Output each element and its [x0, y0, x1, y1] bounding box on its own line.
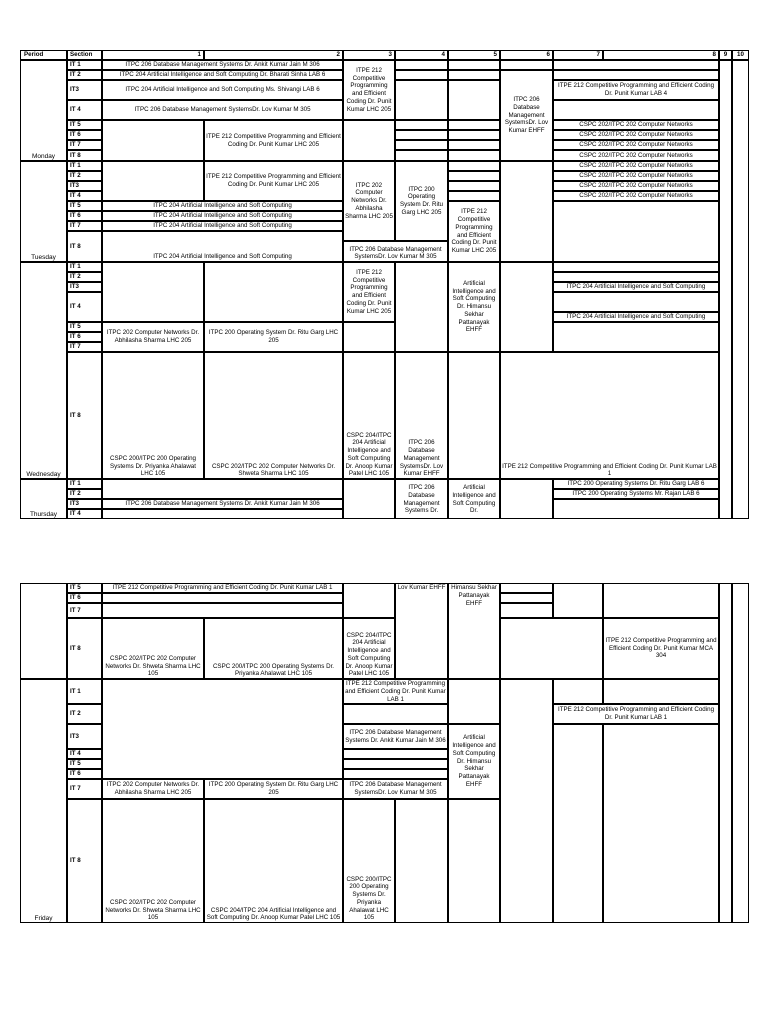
class-cell: ITPC 204 Artificial Intelligence and Soft Computing	[102, 201, 343, 211]
header-section: Section	[67, 50, 102, 60]
class-cell: CSPC 202/ITPC 202 Computer Networks	[553, 150, 719, 161]
empty-cell	[500, 161, 553, 262]
empty-cell	[732, 583, 749, 923]
section-label: IT 8	[67, 150, 102, 161]
empty-cell	[395, 150, 448, 161]
class-cell: CSPC 202/ITPC 202 Computer Networks	[553, 181, 719, 191]
empty-cell	[395, 262, 448, 352]
class-cell: CSPC 202/ITPC 202 Computer Networks Dr. Shweta Sharma LHC 105	[204, 352, 343, 479]
class-cell: Himansu Sekhar Pattanayak EHFF	[448, 583, 500, 679]
empty-cell	[395, 60, 448, 70]
class-cell: CSPC 202/ITPC 202 Computer Networks	[553, 161, 719, 171]
empty-cell	[448, 171, 500, 181]
class-cell: CSPC 200/ITPC 200 Operating Systems Dr. Priyanka Ahalawat LHC 105	[102, 352, 204, 479]
class-cell: ITPE 212 Competitive Programming and Efficient Coding Dr. Punit Kumar LHC 205	[343, 60, 395, 120]
section-label: IT3	[67, 181, 102, 191]
empty-cell	[448, 191, 500, 201]
class-cell: ITPE 212 Competitive Programming and Efficient Coding Dr. Punit Kumar LAB 4	[553, 80, 719, 100]
section-label: IT 1	[67, 679, 102, 704]
empty-cell	[102, 679, 343, 779]
empty-cell	[343, 479, 395, 519]
class-cell: ITPC 200 Operating System Dr. Ritu Garg LHC 205	[395, 161, 448, 241]
empty-cell	[500, 262, 553, 352]
class-cell: ITPC 202 Computer Networks Dr. Abhilasha Sharma LHC 205	[343, 161, 395, 241]
section-label: IT 8	[67, 799, 102, 923]
class-cell: ITPC 200 Operating System Dr. Ritu Garg LHC 205	[204, 322, 343, 352]
class-cell: CSPC 202/ITPC 202 Computer Networks	[553, 191, 719, 201]
empty-cell	[204, 262, 343, 322]
day-label-monday: Monday	[31, 152, 56, 160]
empty-cell	[102, 161, 204, 201]
empty-cell	[553, 724, 603, 923]
header-period-1: 1	[102, 50, 204, 60]
class-cell: ITPC 206 Database Management SystemsDr. Lov Kumar M 305	[343, 241, 448, 262]
section-label: IT 7	[67, 603, 102, 618]
section-label: IT 5	[67, 322, 102, 332]
empty-cell	[448, 120, 500, 130]
header-period-3: 3	[343, 50, 395, 60]
empty-cell	[102, 262, 204, 322]
empty-cell	[500, 679, 553, 923]
class-cell: ITPE 212 Competitive Programming and Efficient Coding Dr. Punit Kumar LHC 205	[204, 161, 343, 201]
empty-cell	[500, 593, 553, 603]
section-label: IT3	[67, 724, 102, 749]
class-cell: CSPC 202/ITPC 202 Computer Networks	[553, 140, 719, 150]
empty-cell	[343, 749, 448, 759]
class-cell: ITPE 212 Competitive Programming and Efficient Coding Dr. Punit Kumar LHC 205	[448, 201, 500, 262]
class-cell: ITPC 206 Database Management Systems Dr. Ankit Kumar Jain M 306	[102, 499, 343, 509]
header-period-2: 2	[204, 50, 343, 60]
empty-cell	[448, 679, 500, 724]
class-cell: CSPC 200/ITPC 200 Operating Systems Dr. Priyanka Ahalawat LHC 105	[204, 618, 343, 679]
header-period-6: 6	[500, 50, 553, 60]
empty-cell	[553, 70, 719, 80]
empty-cell	[102, 593, 343, 603]
class-cell: ITPC 204 Artificial Intelligence and Soft Computing	[102, 211, 343, 221]
empty-cell	[553, 679, 603, 704]
section-label: IT 4	[67, 509, 102, 519]
empty-cell	[343, 769, 448, 779]
empty-cell	[448, 70, 500, 80]
empty-cell	[553, 262, 719, 272]
class-cell: ITPE 212 Competitive Programming and Efficient Coding Dr. Punit Kumar LHC 205	[343, 262, 395, 322]
empty-cell	[500, 603, 553, 618]
empty-cell	[448, 140, 500, 150]
empty-cell	[395, 799, 448, 923]
section-label: IT 6	[67, 130, 102, 140]
empty-cell	[553, 292, 719, 312]
section-label: IT 4	[67, 100, 102, 120]
section-label: IT 2	[67, 171, 102, 181]
class-cell: ITPE 212 Competitive Programming and Efficient Coding Dr. Punit Kumar LAB 1	[553, 704, 719, 724]
empty-cell	[448, 130, 500, 140]
section-label: IT 7	[67, 779, 102, 799]
day-label-thursday: Thursday	[29, 510, 58, 518]
header-period-5: 5	[448, 50, 500, 60]
empty-cell	[343, 120, 395, 161]
empty-cell	[395, 70, 448, 80]
section-label: IT 8	[67, 352, 102, 479]
empty-cell	[448, 80, 500, 120]
empty-cell	[343, 704, 448, 724]
section-label: IT 5	[67, 120, 102, 130]
empty-cell	[448, 161, 500, 171]
empty-cell	[395, 120, 448, 130]
empty-cell	[553, 60, 719, 70]
class-cell: ITPE 212 Competitive Programming and Efficient Coding Dr. Punit Kumar LAB 1	[343, 679, 448, 704]
section-label: IT 1	[67, 60, 102, 70]
empty-cell	[553, 583, 603, 618]
empty-cell	[343, 322, 395, 352]
day-label-friday: Friday	[34, 914, 53, 922]
class-cell: ITPC 200 Operating System Dr. Ritu Garg LHC 205	[204, 779, 343, 799]
header-period-7: 7	[553, 50, 603, 60]
section-label: IT 7	[67, 140, 102, 150]
section-label: IT 1	[67, 262, 102, 272]
empty-cell	[102, 509, 343, 519]
section-label: IT 4	[67, 749, 102, 759]
empty-cell	[553, 201, 719, 262]
empty-cell	[553, 100, 719, 120]
section-label: IT 6	[67, 593, 102, 603]
class-cell: CSPC 202/ITPC 202 Computer Networks	[553, 171, 719, 181]
class-cell: ITPC 204 Artificial Intelligence and Soft Computing	[102, 221, 343, 231]
section-label: IT 1	[67, 161, 102, 171]
section-label: IT 6	[67, 332, 102, 342]
empty-cell	[448, 60, 500, 70]
class-cell: Artificial Intelligence and Soft Computing Dr. Himansu Sekhar Pattanayak EHFF	[448, 724, 500, 799]
empty-cell	[500, 479, 553, 519]
empty-cell	[719, 60, 732, 519]
empty-cell	[500, 583, 553, 593]
class-cell: CSPC 204/ITPC 204 Artificial Intelligence and Soft Computing Dr. Anoop Kumar Patel LHC 105	[204, 799, 343, 923]
empty-cell	[553, 322, 719, 352]
empty-cell	[603, 679, 719, 704]
empty-cell	[553, 499, 719, 519]
class-cell: CSPC 202/ITPC 202 Computer Networks Dr. Shweta Sharma LHC 105	[102, 618, 204, 679]
empty-cell	[719, 583, 732, 923]
day-label-tuesday: Tuesday	[31, 253, 56, 261]
section-label: IT 7	[67, 342, 102, 352]
header-period-4: 4	[395, 50, 448, 60]
section-label: IT3	[67, 80, 102, 100]
empty-cell	[603, 583, 719, 618]
section-label: IT 8	[67, 618, 102, 679]
section-label: IT 8	[67, 231, 102, 262]
class-cell: ITPC 200 Operating Systems Mr. Rajan LAB 6	[553, 489, 719, 499]
class-cell: ITPC 202 Computer Networks Dr. Abhilasha Sharma LHC 205	[102, 322, 204, 352]
class-cell: CSPC 202/ITPC 202 Computer Networks	[553, 120, 719, 130]
class-cell: Artificial Intelligence and Soft Computing Dr. Himansu Sekhar Pattanayak EHFF	[448, 262, 500, 352]
class-cell: ITPE 212 Competitive Programming and Efficient Coding Dr. Punit Kumar LAB 1	[500, 352, 719, 479]
empty-cell	[603, 724, 719, 923]
header-period-8: 8	[603, 50, 719, 60]
empty-cell	[553, 272, 719, 282]
header-period: Period	[20, 50, 67, 60]
class-cell: ITPC 204 Artificial Intelligence and Soft Computing	[553, 312, 719, 322]
class-cell: ITPC 202 Computer Networks Dr. Abhilasha Sharma LHC 205	[102, 779, 204, 799]
header-period-9: 9	[719, 50, 732, 60]
empty-cell	[102, 120, 204, 161]
class-cell: CSPC 202/ITPC 202 Computer Networks Dr. Shweta Sharma LHC 105	[102, 799, 204, 923]
section-label: IT 6	[67, 769, 102, 779]
empty-cell	[448, 352, 500, 479]
class-cell: ITPC 204 Artificial Intelligence and Soft Computing Ms. Shivangi LAB 6	[102, 80, 343, 100]
class-cell: ITPC 204 Artificial Intelligence and Soft Computing Dr. Bharati Sinha LAB 6	[102, 70, 343, 80]
class-cell: CSPC 200/ITPC 200 Operating Systems Dr. Priyanka Ahalawat LHC 105	[343, 799, 395, 923]
class-cell: ITPC 206 Database Management Systems Dr. Ankit Kumar Jain M 306	[343, 724, 448, 749]
empty-cell	[448, 150, 500, 161]
class-cell: ITPC 206 Database Management Systems Dr. Ankit Kumar Jain M 306	[102, 60, 343, 70]
day-label-wednesday: Wednesday	[26, 470, 61, 478]
section-label: IT 2	[67, 489, 102, 499]
section-label: IT 4	[67, 292, 102, 322]
section-label: IT 4	[67, 191, 102, 201]
class-cell: CSPC 202/ITPC 202 Computer Networks	[553, 130, 719, 140]
section-label: IT 5	[67, 583, 102, 593]
class-cell: ITPC 206 Database Management SystemsDr. Lov Kumar M 305	[343, 779, 448, 799]
class-cell: ITPC 200 Operating Systems Dr. Ritu Garg LAB 6	[553, 479, 719, 489]
class-cell: Artificial Intelligence and Soft Computing Dr.	[448, 479, 500, 519]
empty-cell	[732, 60, 749, 519]
day-block-thursday-cont	[20, 583, 67, 679]
empty-cell	[102, 603, 343, 618]
class-cell: ITPE 212 Competitive Programming and Efficient Coding Dr. Punit Kumar LHC 205	[204, 120, 343, 161]
section-label: IT 5	[67, 201, 102, 211]
empty-cell	[395, 80, 448, 120]
empty-cell	[395, 140, 448, 150]
empty-cell	[500, 618, 603, 679]
section-label: IT 5	[67, 759, 102, 769]
class-cell: ITPE 212 Competitive Programming and Efficient Coding Dr. Punit Kumar MCA 304	[603, 618, 719, 679]
section-label: IT3	[67, 499, 102, 509]
class-cell: ITPC 206 Database Management SystemsDr. Lov Kumar M 305	[102, 100, 343, 120]
empty-cell	[395, 130, 448, 140]
class-cell: ITPE 212 Competitive Programming and Efficient Coding Dr. Punit Kumar LAB 1	[102, 583, 343, 593]
class-cell: CSPC 204/ITPC 204 Artificial Intelligence and Soft Computing Dr. Anoop Kumar Patel LHC 105	[343, 618, 395, 679]
empty-cell	[448, 181, 500, 191]
class-cell: Lov Kumar EHFF	[395, 583, 448, 679]
empty-cell	[343, 583, 395, 618]
section-label: IT3	[67, 282, 102, 292]
empty-cell	[343, 759, 448, 769]
empty-cell	[448, 799, 500, 923]
section-label: IT 2	[67, 704, 102, 724]
class-cell: ITPC 206 Database Management SystemsDr. Lov Kumar EHFF	[395, 352, 448, 479]
header-period-10: 10	[732, 50, 749, 60]
class-cell: ITPC 204 Artificial Intelligence and Soft Computing	[102, 231, 343, 262]
section-label: IT 6	[67, 211, 102, 221]
class-cell: ITPC 206 Database Management Systems Dr.	[395, 479, 448, 519]
class-cell: ITPC 206 Database Management SystemsDr. Lov Kumar EHFF	[500, 70, 553, 161]
class-cell: ITPC 204 Artificial Intelligence and Soft Computing	[553, 282, 719, 292]
empty-cell	[500, 60, 553, 70]
section-label: IT 1	[67, 479, 102, 489]
empty-cell	[102, 479, 343, 499]
class-cell: CSPC 204/ITPC 204 Artificial Intelligence and Soft Computing Dr. Anoop Kumar Patel LHC 105	[343, 352, 395, 479]
section-label: IT 7	[67, 221, 102, 231]
section-label: IT 2	[67, 272, 102, 282]
section-label: IT 2	[67, 70, 102, 80]
